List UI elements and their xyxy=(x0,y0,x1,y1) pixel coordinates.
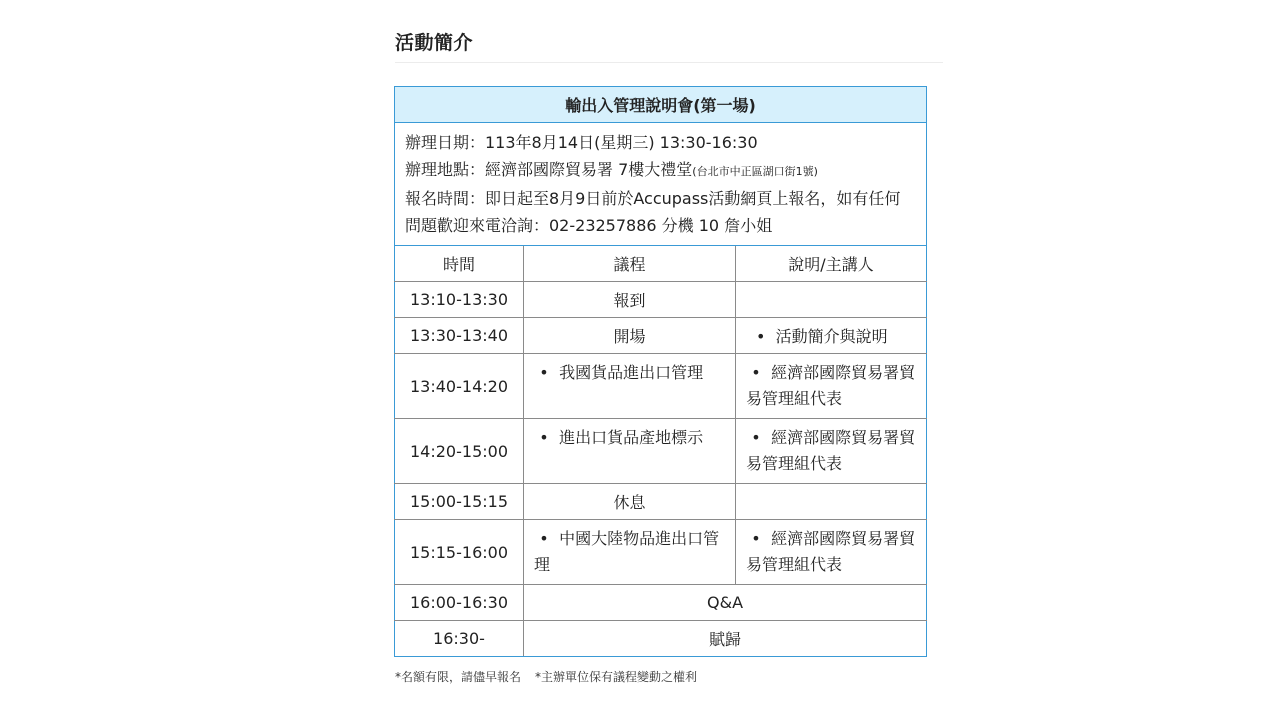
row-agenda xyxy=(524,419,736,484)
table-row xyxy=(395,282,927,318)
event-title: 輸出入管理說明會(第一場) xyxy=(395,87,927,123)
row-time: 13:10-13:30 xyxy=(395,282,524,318)
event-title-row xyxy=(395,87,927,123)
footnote-agenda-change: *主辦單位保有議程變動之權利 xyxy=(535,670,698,684)
row-time: 14:20-15:00 xyxy=(395,419,524,484)
row-agenda: 開場 xyxy=(524,318,736,354)
row-speaker xyxy=(736,520,927,585)
row-agenda: Q&A xyxy=(524,585,927,621)
table-row xyxy=(395,585,927,621)
table-row xyxy=(395,621,927,657)
row-time: 13:30-13:40 xyxy=(395,318,524,354)
row-agenda: 賦歸 xyxy=(524,621,927,657)
bullet-icon: • xyxy=(539,529,549,548)
bullet-icon: • xyxy=(751,428,761,447)
event-date: 辦理日期：113年8月14日(星期三) 13:30-16:30 xyxy=(405,133,758,152)
footnotes xyxy=(395,668,697,685)
row-agenda: 報到 xyxy=(524,282,736,318)
title-divider xyxy=(395,62,943,63)
bullet-icon: • xyxy=(751,529,761,548)
section-title: 活動簡介 xyxy=(395,32,474,54)
row-speaker xyxy=(736,484,927,520)
event-location-address: (台北市中正區湖口街1號) xyxy=(692,165,818,178)
table-row xyxy=(395,354,927,419)
row-agenda: 休息 xyxy=(524,484,736,520)
row-speaker xyxy=(736,354,927,419)
row-time: 13:40-14:20 xyxy=(395,354,524,419)
header-speaker: 說明/主講人 xyxy=(736,246,927,282)
row-agenda-text: 進出口貨品產地標示 xyxy=(559,428,704,447)
row-agenda-text: 中國大陸物品進出口管理 xyxy=(534,529,720,574)
bullet-icon: • xyxy=(756,327,766,346)
row-speaker xyxy=(736,419,927,484)
row-speaker-text: 活動簡介與說明 xyxy=(775,327,888,346)
bullet-icon: • xyxy=(539,363,549,382)
event-info xyxy=(395,123,927,246)
event-location-label: 辦理地點：經濟部國際貿易署 7樓大禮堂 xyxy=(405,160,693,179)
header-time: 時間 xyxy=(395,246,524,282)
table-row xyxy=(395,484,927,520)
header-agenda: 議程 xyxy=(524,246,736,282)
row-agenda xyxy=(524,520,736,585)
table-row xyxy=(395,318,927,354)
row-speaker xyxy=(736,282,927,318)
bullet-icon: • xyxy=(751,363,761,382)
row-time: 15:00-15:15 xyxy=(395,484,524,520)
row-time: 16:30- xyxy=(395,621,524,657)
row-time: 16:00-16:30 xyxy=(395,585,524,621)
row-speaker xyxy=(736,318,927,354)
schedule-table xyxy=(394,86,927,657)
event-registration: 報名時間：即日起至8月9日前於Accupass活動網頁上報名，如有任何問題歡迎來電洽詢：02-23257886 分機 10 詹小姐 xyxy=(405,189,901,235)
event-info-row xyxy=(395,123,927,246)
footnote-limited-seats: *名額有限，請儘早報名 xyxy=(395,670,522,684)
table-row xyxy=(395,419,927,484)
row-speaker-text: 經濟部國際貿易署貿易管理組代表 xyxy=(746,529,916,574)
row-speaker-text: 經濟部國際貿易署貿易管理組代表 xyxy=(746,428,916,473)
row-agenda-text: 我國貨品進出口管理 xyxy=(559,363,704,382)
table-row xyxy=(395,520,927,585)
row-agenda xyxy=(524,354,736,419)
table-header-row xyxy=(395,246,927,282)
row-speaker-text: 經濟部國際貿易署貿易管理組代表 xyxy=(746,363,916,408)
row-time: 15:15-16:00 xyxy=(395,520,524,585)
event-location xyxy=(405,156,916,185)
bullet-icon: • xyxy=(539,428,549,447)
